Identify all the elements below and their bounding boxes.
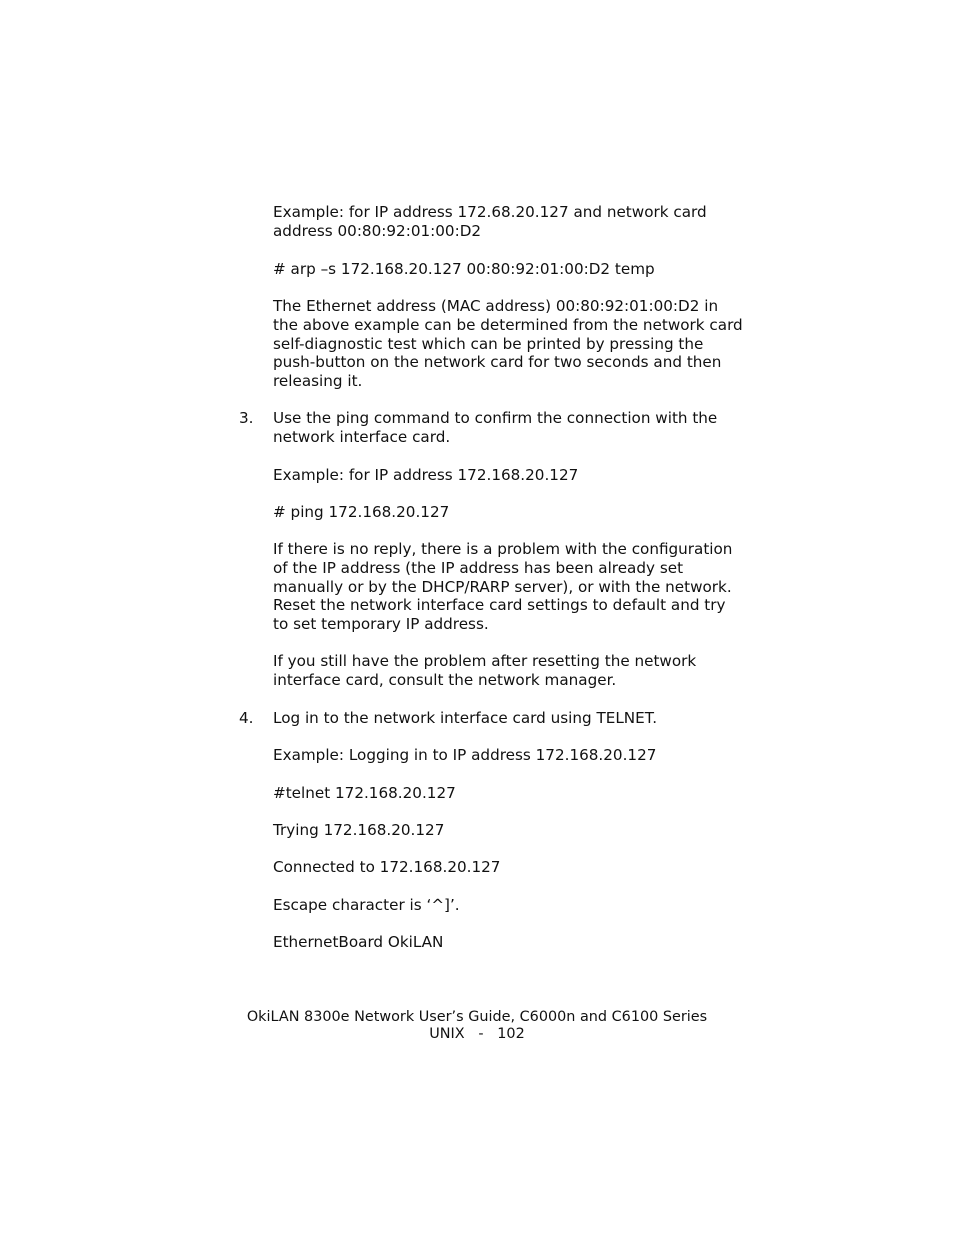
example-line: Example: Logging in to IP address 172.168.20.127 <box>273 746 657 764</box>
footer-page-number: UNIX - 102 <box>429 1026 525 1042</box>
command-line: # arp –s 172.168.20.127 00:80:92:01:00:D2 temp <box>273 260 655 278</box>
example-line: Example: for IP address 172.168.20.127 <box>273 466 579 484</box>
text-line: network interface card. <box>273 427 451 446</box>
text-line: interface card, consult the network manager. <box>273 670 617 689</box>
output-line: Trying 172.168.20.127 <box>273 821 445 839</box>
output-line: Connected to 172.168.20.127 <box>273 858 501 876</box>
explanation-paragraph <box>273 540 753 634</box>
output-line: Escape character is ‘^]’. <box>273 896 460 914</box>
text-line: If you still have the problem after resetting the network <box>273 652 697 670</box>
text-line: manually or by the DHCP/RARP server), or with the network. <box>273 577 732 596</box>
text-line: to set temporary IP address. <box>273 615 489 634</box>
example-paragraph <box>273 203 753 241</box>
text-line: self-diagnostic test which can be printed by pressing the <box>273 334 704 353</box>
text-line: the above example can be determined from the network card <box>273 315 743 334</box>
explanation-paragraph <box>273 652 753 690</box>
output-line: EthernetBoard OkiLAN <box>273 933 444 951</box>
text-line: address 00:80:92:01:00:D2 <box>273 221 482 240</box>
step-number: 3. <box>239 409 254 427</box>
footer-title: OkiLAN 8300e Network User’s Guide, C6000n and C6100 Series <box>246 1009 708 1025</box>
command-line: # ping 172.168.20.127 <box>273 503 450 521</box>
text-line: If there is no reply, there is a problem with the configuration <box>273 540 733 558</box>
step-number: 4. <box>239 709 254 727</box>
text-line: push-button on the network card for two seconds and then <box>273 353 722 372</box>
text-line: The Ethernet address (MAC address) 00:80:92:01:00:D2 in <box>273 297 719 315</box>
command-line: #telnet 172.168.20.127 <box>273 784 456 802</box>
text-line: Use the ping command to confirm the connection with the <box>273 409 718 427</box>
text-line: Reset the network interface card settings to default and try <box>273 596 726 615</box>
text-line: releasing it. <box>273 372 363 391</box>
step-text <box>273 409 753 447</box>
text-line: of the IP address (the IP address has been already set <box>273 558 684 577</box>
step-text: Log in to the network interface card using TELNET. <box>273 709 658 727</box>
explanation-paragraph <box>273 297 753 391</box>
text-line: Example: for IP address 172.68.20.127 and network card <box>273 203 707 221</box>
